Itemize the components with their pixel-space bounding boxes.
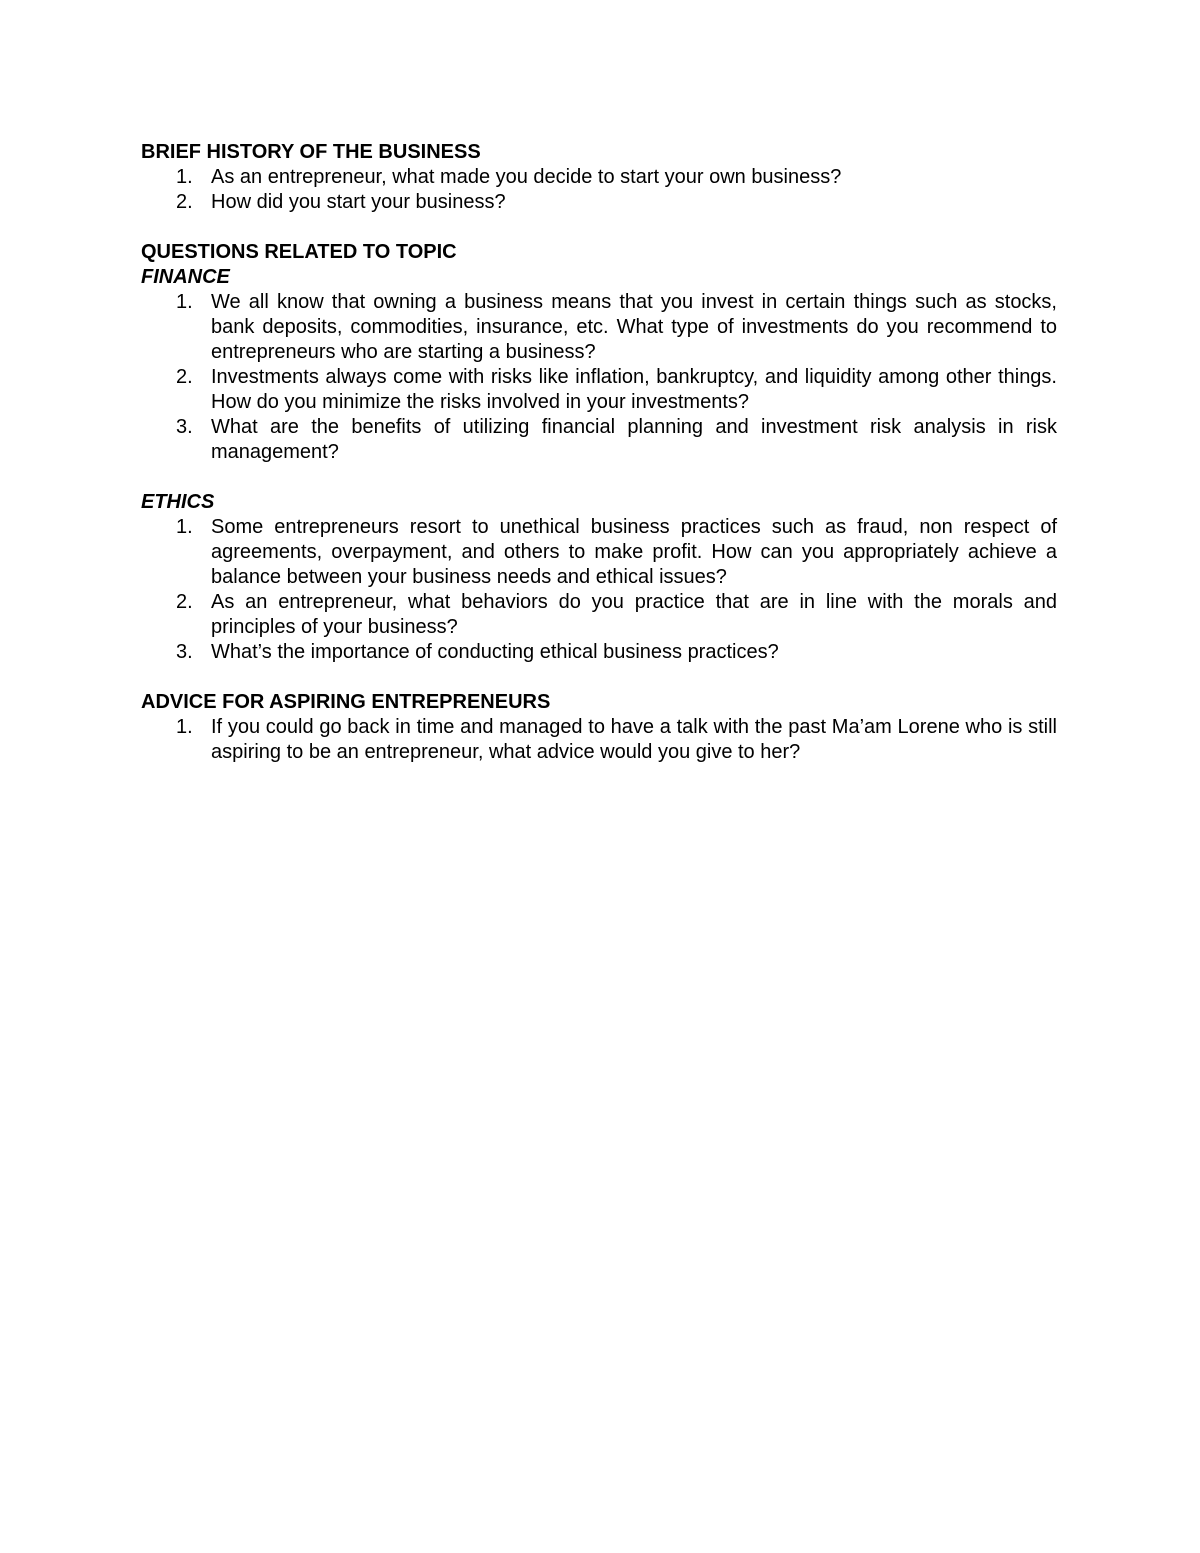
item-text: If you could go back in time and managed to have a talk with the past Ma’am Lorene who is still aspiring to be an entrepreneur, what advice would you give to her? (211, 716, 1057, 763)
list-item (141, 590, 1057, 640)
list-item (141, 715, 1057, 765)
section-heading-history: BRIEF HISTORY OF THE BUSINESS (141, 141, 481, 163)
list-item (141, 290, 1057, 365)
subheading-ethics: ETHICS (141, 491, 215, 513)
list-item (141, 190, 1057, 215)
item-number: 2. (176, 366, 193, 388)
item-text: As an entrepreneur, what behaviors do you practice that are in line with the morals and principles of your business? (211, 591, 1057, 638)
document-page (141, 140, 1057, 765)
item-text: Investments always come with risks like inflation, bankruptcy, and liquidity among other things. How do you minimize the risks involved in your investments? (211, 366, 1057, 413)
advice-question-list (141, 715, 1057, 765)
item-text: How did you start your business? (211, 191, 506, 213)
item-number: 1. (176, 716, 193, 738)
finance-question-list (141, 290, 1057, 465)
list-item (141, 165, 1057, 190)
spacer (141, 465, 1057, 490)
item-number: 2. (176, 191, 193, 213)
item-number: 1. (176, 291, 193, 313)
ethics-question-list (141, 515, 1057, 665)
list-item (141, 415, 1057, 465)
item-text: What are the benefits of utilizing financial planning and investment risk analysis in risk management? (211, 416, 1057, 463)
item-text: What’s the importance of conducting ethical business practices? (211, 641, 779, 663)
section-heading-topic: QUESTIONS RELATED TO TOPIC (141, 241, 457, 263)
list-item (141, 365, 1057, 415)
item-text: We all know that owning a business means that you invest in certain things such as stocks, bank deposits, commodities, insurance, etc. What type of investments do you recommend to entrepreneurs who are starting a business? (211, 291, 1057, 363)
history-question-list (141, 165, 1057, 215)
list-item (141, 515, 1057, 590)
spacer (141, 665, 1057, 690)
subheading-finance: FINANCE (141, 266, 230, 288)
item-number: 1. (176, 166, 193, 188)
item-text: As an entrepreneur, what made you decide to start your own business? (211, 166, 842, 188)
list-item (141, 640, 1057, 665)
item-number: 3. (176, 416, 193, 438)
item-text: Some entrepreneurs resort to unethical business practices such as fraud, non respect of agreements, overpayment, and others to make profit. How can you appropriately achieve a balance between your business needs and ethical issues? (211, 516, 1057, 588)
item-number: 2. (176, 591, 193, 613)
section-heading-advice: ADVICE FOR ASPIRING ENTREPRENEURS (141, 691, 551, 713)
item-number: 1. (176, 516, 193, 538)
spacer (141, 215, 1057, 240)
item-number: 3. (176, 641, 193, 663)
